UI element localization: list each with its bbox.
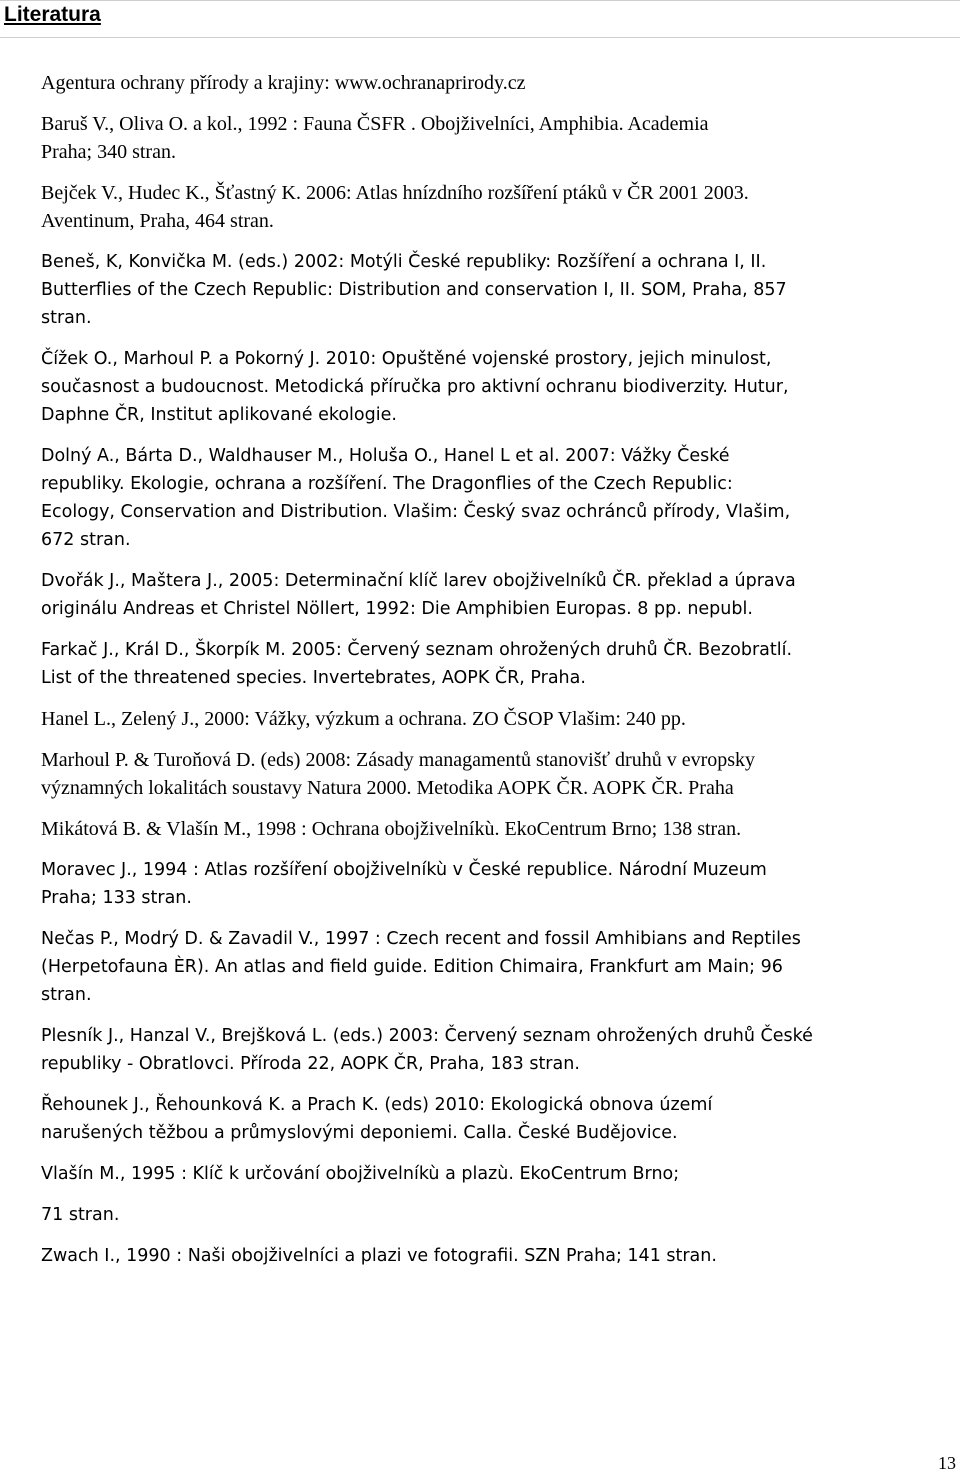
reference-entry: 71 stran. — [41, 1205, 120, 1225]
reference-entry: Vlašín M., 1995 : Klíč k určování obojživelníkù a plazù. EkoCentrum Brno; — [41, 1164, 680, 1184]
page-number: 13 — [938, 1453, 956, 1473]
reference-entry: Nečas P., Modrý D. & Zavadil V., 1997 : Czech recent and fossil Amhibians and Reptiles (Herpetofauna ÈR). An atlas and field guide. Edition Chimaira, Frankfurt am Main; 96 stran. — [41, 929, 801, 1005]
reference-entry: Baruš V., Oliva O. a kol., 1992 : Fauna ČSFR . Obojživelníci, Amphibia. Academia Praha; 340 stran. — [41, 113, 709, 163]
reference-entry: Hanel L., Zelený J., 2000: Vážky, výzkum a ochrana. ZO ČSOP Vlašim: 240 pp. — [41, 708, 686, 730]
reference-entry: Řehounek J., Řehounková K. a Prach K. (eds) 2010: Ekologická obnova území narušených těžbou a průmyslovými deponiemi. Calla. České Budějovice. — [41, 1095, 713, 1143]
section-header — [0, 0, 960, 38]
reference-entry: Marhoul P. & Turoňová D. (eds) 2008: Zásady managamentů stanovišť druhů v evropsky významných lokalitách soustavy Natura 2000. Metodika AOPK ČR. AOPK ČR. Praha — [41, 749, 756, 799]
reference-list — [41, 69, 957, 1283]
reference-entry: Dolný A., Bárta D., Waldhauser M., Holuša O., Hanel L et al. 2007: Vážky České republiky. Ekologie, ochrana a rozšíření. The Dragonflies of the Czech Republic: Ecology, Conservation and Distribution. Vlašim: Český svaz ochránců přírody, Vlašim, 672 stran. — [41, 446, 791, 550]
reference-entry: Beneš, K, Konvička M. (eds.) 2002: Motýli České republiky: Rozšíření a ochrana I, II. Butterflies of the Czech Republic: Distribution and conservation I, II. SOM, Praha, 857 stran. — [41, 252, 787, 328]
reference-entry: Čížek O., Marhoul P. a Pokorný J. 2010: Opuštěné vojenské prostory, jejich minulost, současnost a budoucnost. Metodická příručka pro aktivní ochranu biodiverzity. Hutur, Daphne ČR, Institut aplikované ekologie. — [41, 349, 789, 425]
reference-entry: Agentura ochrany přírody a krajiny: www.ochranaprirody.cz — [41, 72, 526, 94]
reference-entry: Moravec J., 1994 : Atlas rozšíření obojživelníkù v České republice. Národní Muzeum Praha; 133 stran. — [41, 860, 767, 908]
reference-entry: Bejček V., Hudec K., Šťastný K. 2006: Atlas hnízdního rozšíření ptáků v ČR 2001 2003. Aventinum, Praha, 464 stran. — [41, 182, 749, 232]
reference-entry: Dvořák J., Maštera J., 2005: Determinační klíč larev obojživelníků ČR. překlad a úprava originálu Andreas et Christel Nöllert, 1992: Die Amphibien Europas. 8 pp. nepubl. — [41, 571, 796, 619]
reference-entry: Farkač J., Král D., Škorpík M. 2005: Červený seznam ohrožených druhů ČR. Bezobratlí. List of the threatened species. Invertebrates, AOPK ČR, Praha. — [41, 640, 793, 688]
section-title: Literatura — [4, 3, 101, 26]
reference-entry: Plesník J., Hanzal V., Brejšková L. (eds.) 2003: Červený seznam ohrožených druhů České republiky - Obratlovci. Příroda 22, AOPK ČR, Praha, 183 stran. — [41, 1026, 813, 1074]
reference-entry: Mikátová B. & Vlašín M., 1998 : Ochrana obojživelníkù. EkoCentrum Brno; 138 stran. — [41, 818, 742, 840]
reference-entry: Zwach I., 1990 : Naši obojživelníci a plazi ve fotografii. SZN Praha; 141 stran. — [41, 1246, 717, 1266]
